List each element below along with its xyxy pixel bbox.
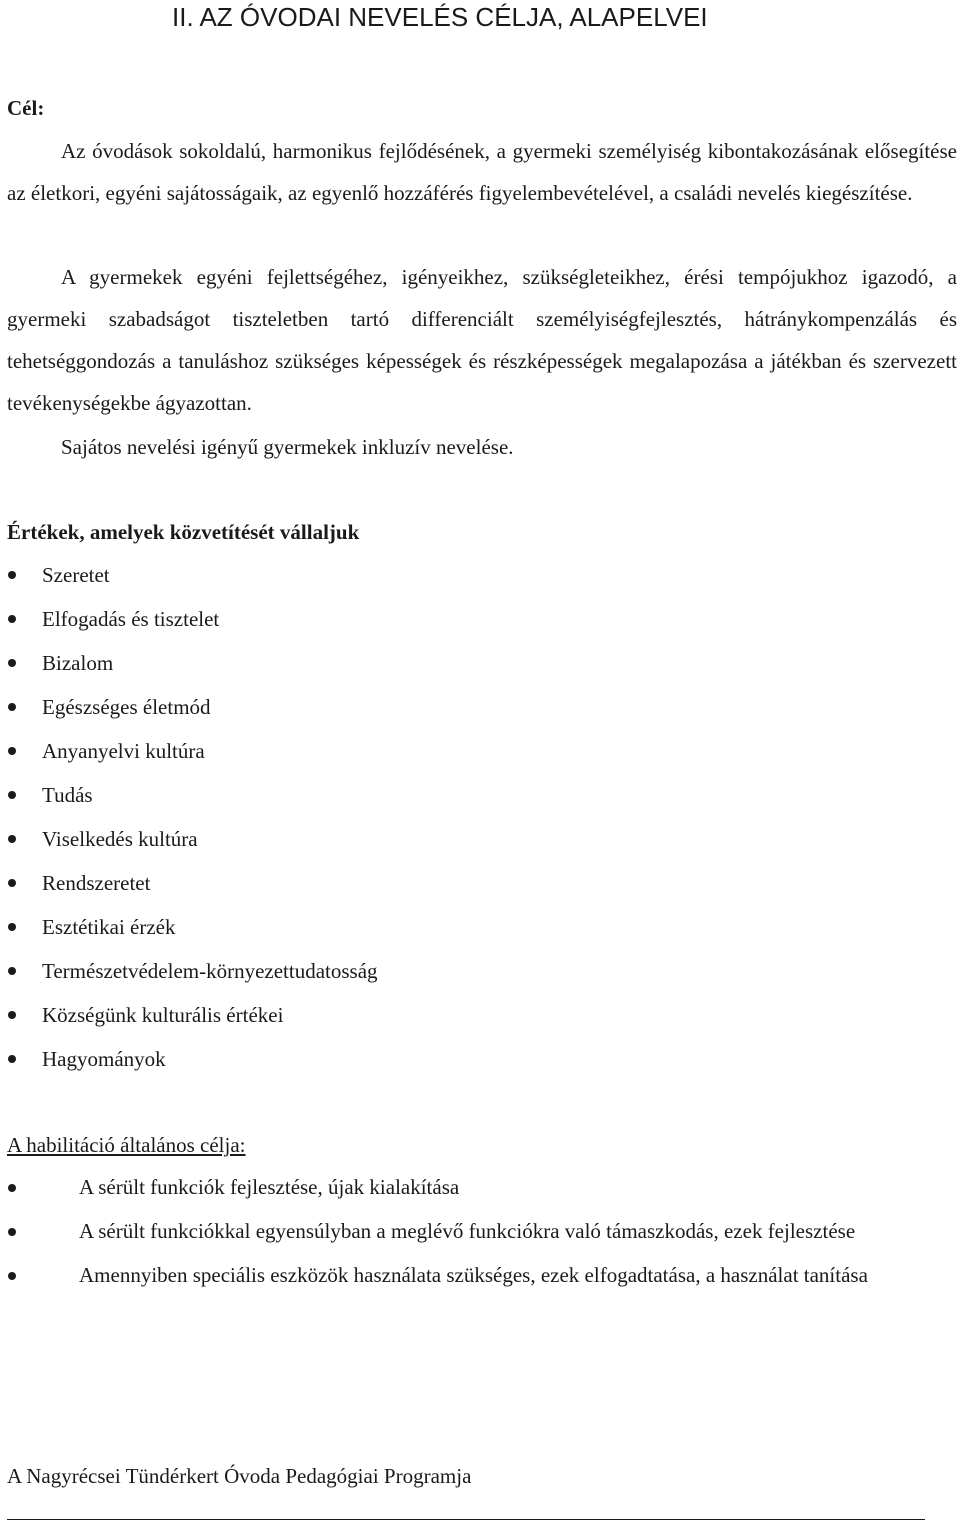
list-item (7, 949, 378, 993)
goal-paragraph-2 (7, 256, 957, 424)
goal-paragraph-2-text: A gyermekek egyéni fejlettségéhez, igényeikhez, szükségleteikhez, érési tempójukhoz igazodó, a gyermeki szabadságot tiszteletben tartó differenciált személyiségfejlesztés, hátránykompenzálás és tehetséggondozás a tanuláshoz szükséges képességek és részképességek megalapozása a játékban és szervezett tevékenységekbe ágyazottan. (7, 265, 957, 415)
list-item (7, 1166, 957, 1209)
bullet-icon (8, 879, 16, 887)
list-item-text: Elfogadás és tisztelet (42, 607, 220, 631)
list-item (7, 597, 378, 641)
list-item (7, 553, 378, 597)
list-item-text: Szeretet (42, 563, 110, 587)
list-item (7, 861, 378, 905)
bullet-icon (8, 1184, 16, 1192)
list-item-text: Tudás (42, 783, 93, 807)
list-item-text: Esztétikai érzék (42, 915, 176, 939)
list-item (7, 905, 378, 949)
footer-text: A Nagyrécsei Tündérkert Óvoda Pedagógiai Programja (7, 1464, 472, 1488)
list-item (7, 641, 378, 685)
list-item-text: Egészséges életmód (42, 695, 211, 719)
values-list (7, 553, 378, 1081)
bullet-icon (8, 1228, 16, 1236)
bullet-icon (8, 1272, 16, 1280)
list-item-text: A sérült funkciókkal egyensúlyban a meglévő funkciókra való támaszkodás, ezek fejlesztése (79, 1219, 856, 1243)
goal-paragraph-1-text: Az óvodások sokoldalú, harmonikus fejlődésének, a gyermeki személyiség kibontakozásának elősegítése az életkori, egyéni sajátosságaik, az egyenlő hozzáférés figyelembevételével, a családi nevelés kiegészítése. (7, 139, 957, 205)
list-item (7, 1037, 378, 1081)
list-item-text: Rendszeretet (42, 871, 151, 895)
list-item-text: Községünk kulturális értékei (42, 1003, 284, 1027)
list-item (7, 729, 378, 773)
list-item (7, 685, 378, 729)
list-item-text: Bizalom (42, 651, 114, 675)
list-item-text: Amennyiben speciális eszközök használata szükséges, ezek elfogadtatása, a használat tanítása (79, 1263, 868, 1287)
bullet-icon (8, 615, 16, 623)
list-item-text: A sérült funkciók fejlesztése, újak kialakítása (79, 1175, 460, 1199)
list-item-text: Hagyományok (42, 1047, 166, 1071)
habilitation-heading: A habilitáció általános célja: (7, 1133, 246, 1157)
list-item (7, 1210, 957, 1253)
bullet-icon (8, 1011, 16, 1019)
goal-paragraph-3: Sajátos nevelési igényű gyermekek inkluzív nevelése. (61, 435, 514, 459)
bullet-icon (8, 835, 16, 843)
bullet-icon (8, 791, 16, 799)
bullet-icon (8, 571, 16, 579)
list-item (7, 1254, 957, 1297)
footer-rule (7, 1519, 925, 1520)
page-title: II. AZ ÓVODAI NEVELÉS CÉLJA, ALAPELVEI (172, 2, 708, 32)
list-item (7, 773, 378, 817)
list-item-text: Viselkedés kultúra (42, 827, 198, 851)
bullet-icon (8, 967, 16, 975)
bullet-icon (8, 923, 16, 931)
bullet-icon (8, 747, 16, 755)
goal-label: Cél: (7, 96, 45, 120)
values-heading: Értékek, amelyek közvetítését vállaljuk (7, 520, 360, 544)
bullet-icon (8, 1055, 16, 1063)
list-item (7, 993, 378, 1037)
bullet-icon (8, 659, 16, 667)
list-item-text: Természetvédelem-környezettudatosság (42, 959, 378, 983)
goal-paragraph-1 (7, 130, 957, 214)
bullet-icon (8, 703, 16, 711)
habilitation-list (7, 1166, 957, 1298)
list-item (7, 817, 378, 861)
list-item-text: Anyanyelvi kultúra (42, 739, 205, 763)
